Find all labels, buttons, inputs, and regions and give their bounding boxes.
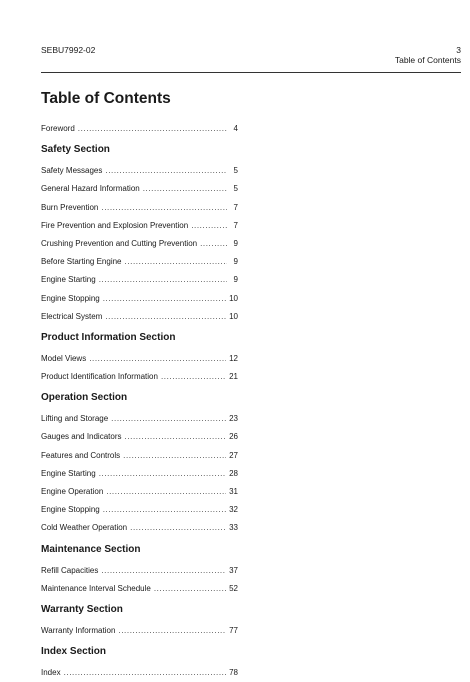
toc-leader-dots (161, 368, 226, 386)
toc-leader-dots (105, 308, 226, 326)
toc-entry[interactable] (41, 483, 238, 501)
toc-entry-page: 7 (233, 220, 238, 230)
toc-entry[interactable] (41, 501, 238, 519)
toc-leader-dots (154, 580, 226, 598)
toc-leader-dots (123, 447, 226, 465)
toc-entry[interactable] (41, 308, 238, 326)
toc-entry-page: 9 (233, 238, 238, 248)
toc-entry-label: Cold Weather Operation (41, 523, 128, 533)
toc-entry[interactable] (41, 199, 238, 217)
toc-entry-label: Before Starting Engine (41, 257, 122, 267)
toc-entry-label: Fire Prevention and Explosion Prevention (41, 220, 189, 230)
toc-entry-label: Features and Controls (41, 450, 121, 460)
toc-entry-page: 10 (229, 311, 238, 321)
toc-entry-label: Model Views (41, 353, 87, 363)
toc-entry-page: 33 (229, 523, 238, 533)
toc-entry-label: Product Identification Information (41, 372, 158, 382)
toc-entry[interactable] (41, 368, 238, 386)
toc-entry-label: Foreword (41, 124, 75, 133)
toc-entry[interactable] (41, 562, 238, 580)
toc-leader-dots (101, 199, 227, 217)
toc-entry[interactable] (41, 120, 238, 138)
toc-entry[interactable] (41, 410, 238, 428)
toc-entry-label: Burn Prevention (41, 202, 99, 212)
toc-entry-label: Warranty Information (41, 625, 116, 635)
page-title: Table of Contents (41, 90, 171, 107)
toc-leader-dots (101, 562, 226, 580)
toc-entry-label: Refill Capacities (41, 565, 99, 575)
toc-entry-page: 28 (229, 468, 238, 478)
toc-leader-dots (200, 235, 227, 253)
toc-section-heading: Operation Section (41, 392, 128, 404)
toc-entry-page: 31 (229, 487, 238, 496)
toc-entry[interactable] (41, 235, 238, 253)
header-rule (41, 72, 461, 73)
toc-leader-dots (103, 290, 226, 308)
toc-leader-dots (106, 483, 226, 501)
toc-entry[interactable] (41, 447, 238, 465)
toc-entry-label: Engine Starting (41, 275, 96, 285)
toc-entry-label: Crushing Prevention and Cutting Prevention (41, 238, 198, 248)
toc-entry-label: Electrical System (41, 311, 103, 321)
toc-entry[interactable] (41, 180, 238, 198)
toc-entry-page: 37 (229, 565, 238, 575)
toc-leader-dots (99, 271, 227, 289)
toc-section-heading: Index Section (41, 646, 107, 658)
toc-entry-page: 10 (229, 293, 238, 303)
toc-leader-dots (64, 664, 227, 682)
toc-entry-label: Maintenance Interval Schedule (41, 583, 151, 593)
toc-entry-page: 26 (229, 432, 238, 442)
page-header-right (395, 45, 461, 65)
table-of-contents (41, 120, 238, 682)
toc-entry-page: 5 (233, 184, 238, 194)
toc-entry-page: 9 (233, 257, 238, 267)
toc-entry-page: 9 (233, 275, 238, 285)
running-title: Table of Contents (394, 55, 461, 65)
toc-section-heading: Product Information Section (41, 331, 176, 343)
toc-entry[interactable] (41, 271, 238, 289)
toc-leader-dots (191, 217, 227, 235)
toc-entry[interactable] (41, 622, 238, 640)
toc-entry-label: Gauges and Indicators (41, 432, 122, 442)
toc-entry[interactable] (41, 290, 238, 308)
toc-entry-label: Index (41, 668, 61, 678)
toc-entry-label: Engine Operation (41, 487, 104, 496)
toc-entry-page: 4 (233, 124, 238, 133)
toc-section-heading: Warranty Section (41, 603, 123, 615)
toc-entry[interactable] (41, 428, 238, 446)
toc-leader-dots (125, 253, 228, 271)
toc-entry-page: 12 (229, 353, 238, 363)
toc-entry-label: Lifting and Storage (41, 414, 109, 424)
toc-leader-dots (130, 519, 226, 537)
toc-leader-dots (143, 180, 227, 198)
toc-entry-label: Engine Stopping (41, 293, 100, 303)
toc-entry-page: 32 (229, 505, 238, 515)
toc-entry[interactable] (41, 580, 238, 598)
toc-section-heading: Safety Section (41, 144, 110, 156)
toc-entry-page: 77 (229, 625, 238, 635)
toc-leader-dots (118, 622, 226, 640)
toc-entry-page: 27 (229, 450, 238, 460)
toc-entry-page: 5 (233, 166, 238, 176)
toc-leader-dots (89, 350, 226, 368)
toc-leader-dots (99, 465, 226, 483)
toc-entry-label: Safety Messages (41, 166, 103, 176)
toc-entry[interactable] (41, 162, 238, 180)
toc-entry[interactable] (41, 253, 238, 271)
toc-entry-label: Engine Starting (41, 468, 96, 478)
page-number: 3 (456, 45, 461, 55)
toc-entry[interactable] (41, 217, 238, 235)
toc-leader-dots (111, 410, 226, 428)
toc-entry-page: 21 (229, 372, 238, 382)
toc-entry[interactable] (41, 664, 238, 682)
toc-entry-page: 78 (229, 668, 238, 678)
toc-leader-dots (103, 501, 226, 519)
toc-entry[interactable] (41, 350, 238, 368)
toc-entry-page: 7 (233, 202, 238, 212)
toc-leader-dots (125, 428, 227, 446)
toc-leader-dots (105, 162, 227, 180)
toc-section-heading: Maintenance Section (41, 543, 141, 555)
document-id: SEBU7992-02 (41, 45, 96, 55)
toc-entry[interactable] (41, 519, 238, 537)
toc-entry-page: 23 (229, 414, 238, 424)
toc-entry-label: General Hazard Information (41, 184, 140, 194)
toc-entry-page: 52 (229, 583, 238, 593)
toc-entry[interactable] (41, 465, 238, 483)
toc-entry-label: Engine Stopping (41, 505, 100, 515)
toc-leader-dots (78, 120, 227, 138)
